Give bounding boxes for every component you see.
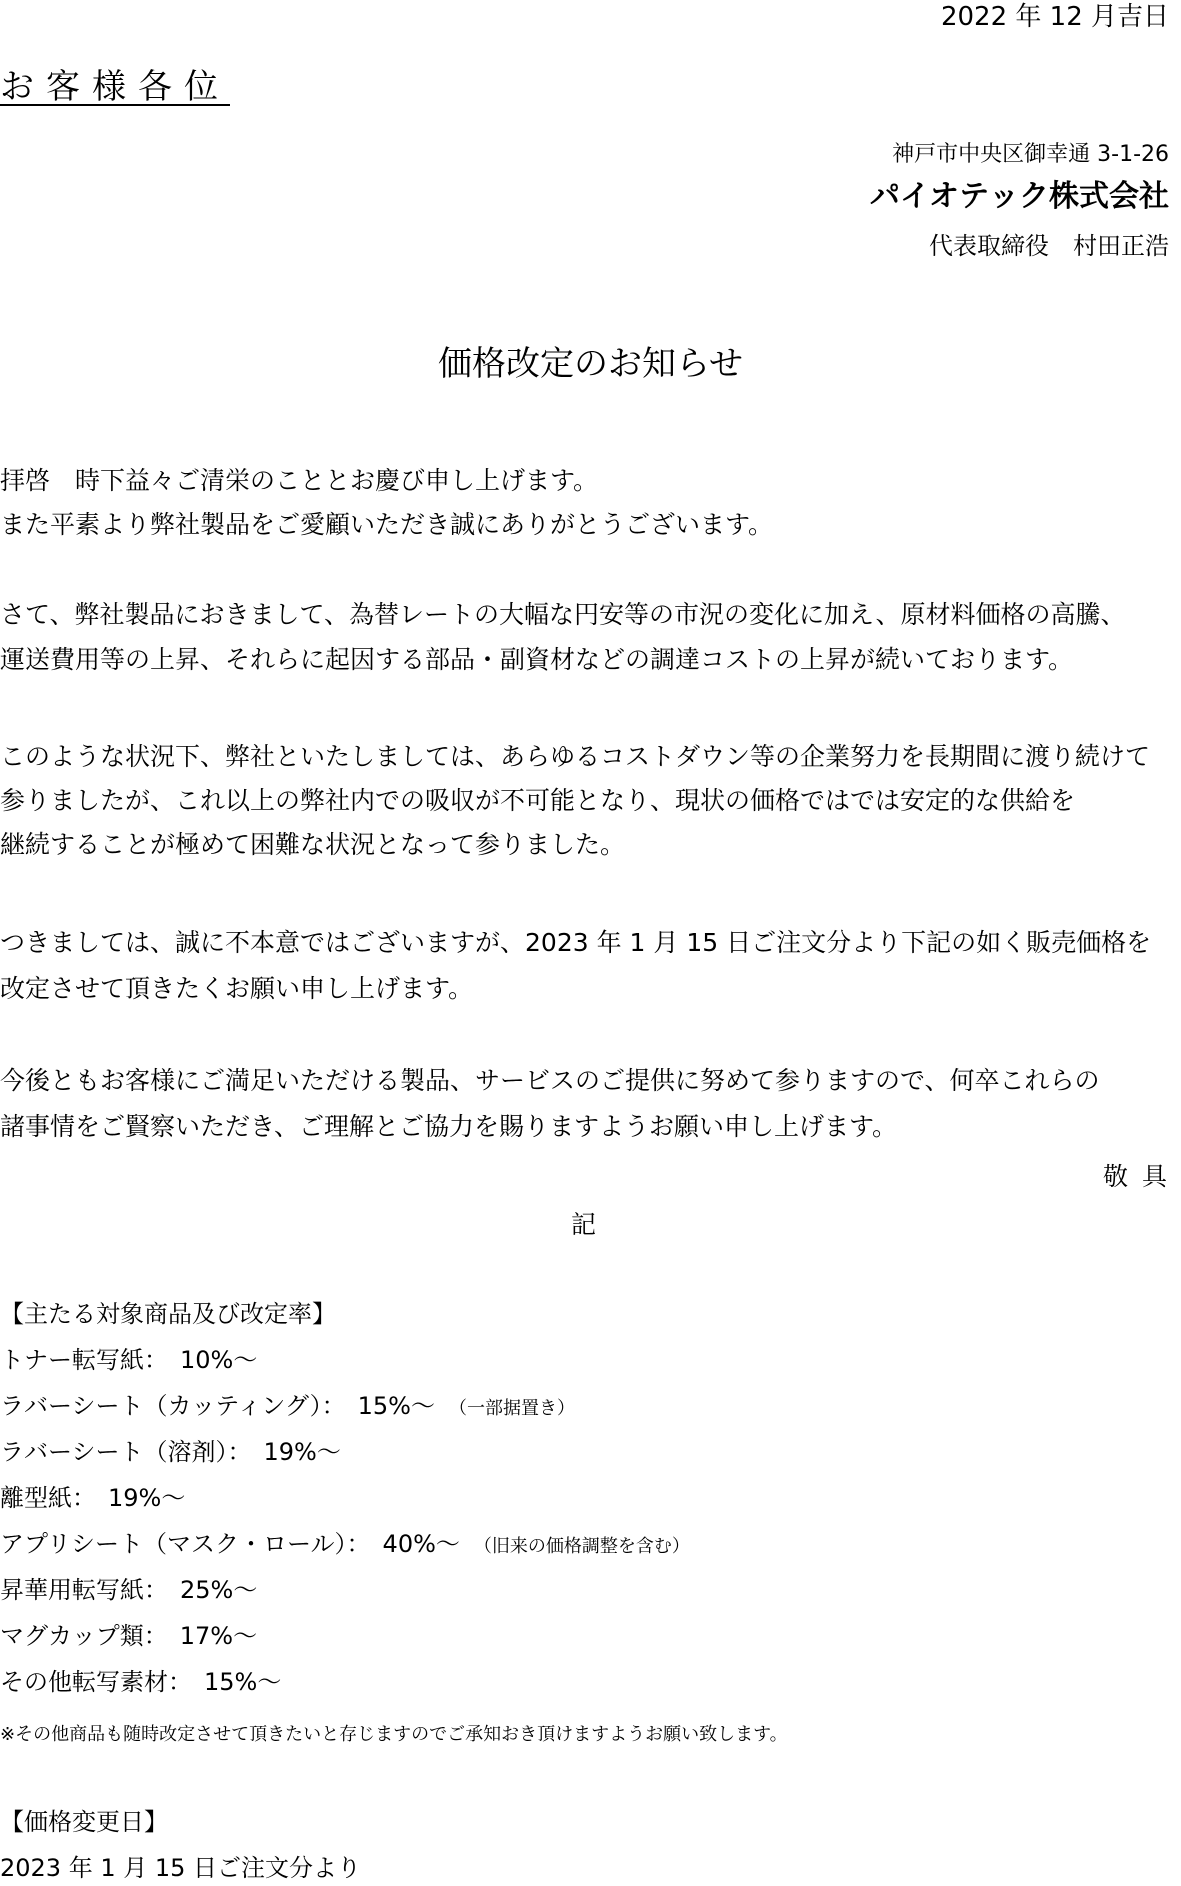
body-line: このような状況下、弊社といたしましては、あらゆるコストダウン等の企業努力を長期間に渡り続けて bbox=[0, 742, 1151, 771]
page-title: 価格改定のお知らせ bbox=[438, 344, 743, 384]
body-line: また平素より弊社製品をご愛顧いただき誠にありがとうございます。 bbox=[0, 510, 774, 539]
sender-representative: 代表取締役 村田正浩 bbox=[929, 232, 1169, 260]
product-label: マグカップ類： 17%～ bbox=[0, 1622, 258, 1650]
product-label: 離型紙： 19%～ bbox=[0, 1484, 186, 1512]
product-label: ラバーシート（カッティング）： 15%～ bbox=[0, 1392, 435, 1420]
products-footnote: ※その他商品も随時改定させて頂きたいと存じますのでご承知おき頂けますようお願い致します。 bbox=[0, 1724, 788, 1745]
products-heading: 【主たる対象商品及び改定率】 bbox=[0, 1300, 336, 1328]
product-label: ラバーシート（溶剤）： 19%～ bbox=[0, 1438, 341, 1466]
change-date-heading: 【価格変更日】 bbox=[0, 1808, 168, 1836]
body-line: 参りましたが、これ以上の弊社内での吸収が不可能となり、現状の価格ではでは安定的な供給を bbox=[0, 786, 1076, 815]
recipient: お客様各位 bbox=[0, 67, 230, 107]
product-item bbox=[0, 1482, 185, 1514]
ki-marker: 記 bbox=[571, 1210, 597, 1239]
change-date-value: 2023 年 1 月 15 日ご注文分より bbox=[0, 1854, 362, 1882]
sender-address: 神戸市中央区御幸通 3-1-26 bbox=[892, 142, 1169, 167]
product-label: トナー転写紙： 10%～ bbox=[0, 1346, 258, 1374]
product-item bbox=[0, 1528, 690, 1563]
product-item bbox=[0, 1390, 575, 1425]
product-label: アプリシート（マスク・ロール）： 40%～ bbox=[0, 1530, 460, 1558]
product-item bbox=[0, 1574, 257, 1606]
product-item bbox=[0, 1620, 257, 1652]
product-label: 昇華用転写紙： 25%～ bbox=[0, 1576, 258, 1604]
body-line: 拝啓 時下益々ご清栄のこととお慶び申し上げます。 bbox=[0, 466, 599, 495]
product-item bbox=[0, 1344, 257, 1376]
body-line: 継続することが極めて困難な状況となって参りました。 bbox=[0, 830, 626, 859]
product-item bbox=[0, 1666, 281, 1698]
product-item bbox=[0, 1436, 341, 1468]
product-note: （一部据置き） bbox=[448, 1398, 575, 1419]
sender-company: パイオテック株式会社 bbox=[869, 179, 1169, 214]
body-line: 諸事情をご賢察いただき、ご理解とご協力を賜りますようお願い申し上げます。 bbox=[0, 1112, 898, 1141]
body-line: 今後ともお客様にご満足いただける製品、サービスのご提供に努めて参りますので、何卒これらの bbox=[0, 1066, 1100, 1095]
product-label: その他転写素材： 15%～ bbox=[0, 1668, 282, 1696]
body-line: つきましては、誠に不本意ではございますが、2023 年 1 月 15 日ご注文分より下記の如く販売価格を bbox=[0, 928, 1152, 957]
body-line: さて、弊社製品におきまして、為替レートの大幅な円安等の市況の変化に加え、原材料価格の高騰、 bbox=[0, 600, 1126, 629]
letter-date: 2022 年 12 月吉日 bbox=[940, 2, 1169, 32]
body-line: 改定させて頂きたくお願い申し上げます。 bbox=[0, 974, 474, 1003]
closing-keigu: 敬具 bbox=[1102, 1162, 1181, 1191]
product-note: （旧来の価格調整を含む） bbox=[473, 1536, 690, 1557]
body-line: 運送費用等の上昇、それらに起因する部品・副資材などの調達コストの上昇が続いております。 bbox=[0, 645, 1074, 674]
